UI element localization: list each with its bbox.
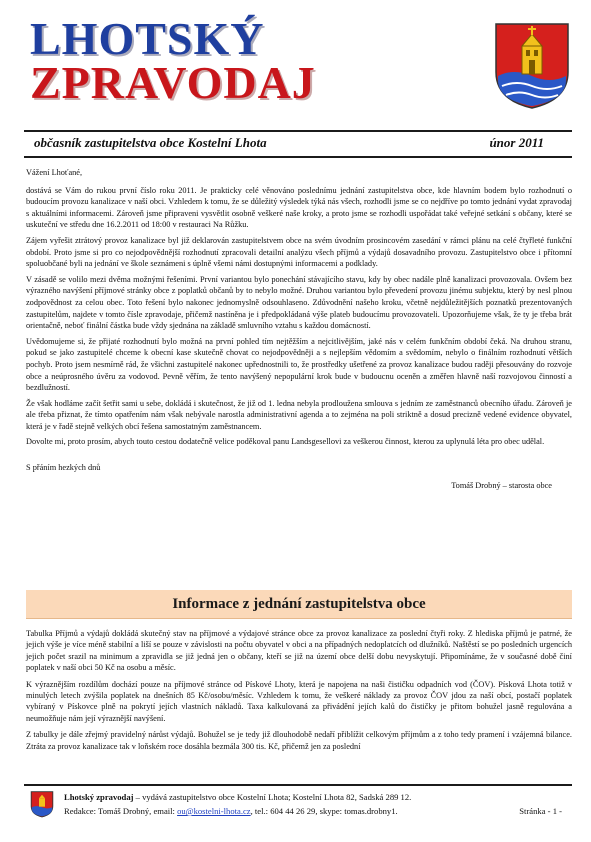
section-paragraph: K výraznějším rozdílům dochází pouze na příjmové stránce od Pískové Lhoty, která je napojena na naši čističku odpadních vod (ČOV). Písková Lhota totiž v minulých letech zvýšila poplatek na dnešních 85 Kč/osobu/měsíc. Vzhledem k tomu, že veškeré náklady za provoz ČOV jdou za naší obcí, postačí poplatek vybíraný v Pískovce plně na pokrytí jejích vlastních nákladů. Taxa kalkulovaná za přivádění jejích kalů do čističky je přitom bohužel jasně regulována a neumožňuje nám její výraznější navýšení. bbox=[26, 679, 572, 723]
coat-of-arms-icon bbox=[30, 790, 54, 818]
letter-paragraph: Zájem vyřešit ztrátový provoz kanalizace byl již deklarován zastupitelstvem obce na svém úvodním prosincovém zasedání v rámci plánu na celé čtyřleté funkční období. Proto jsme si pro co nejodpovědnější rozhodnutí zpracovali detailní analýzu všech příjmů a výdajů dosavadního provozu. Zastupitelstvo obce i přítomní spoluobčané byli na jednání ve škole seznámeni s úplně všemi námi dostupnými informacemi a podklady. bbox=[26, 235, 572, 269]
letter-paragraph: V zásadě se volilo mezi dvěma možnými řešeními. První variantou bylo ponechání stávajícího stavu, kdy by obec nadále plně kanalizaci provozovala. Ovšem bez výrazného navýšení příjmové stránky obce z poplatků občanů by to nebylo možné. Druhou variantou bylo převedení provozu jinému subjektu, který by nesl plnou zodpovědnost za celou obec. Toto řešení bylo nakonec jednomyslně odsouhlaseno. Zdůvodnění našeho kroku, včetně nejdůležitějších poznatků prezentovaných zastupitelům, najdete v tomto čísle zpravodaje, přičemž nastíněna je i předpokládaná výše plateb budoucímu provozovateli. Upozorňujeme však, že ty je třeba brát orientačně, neboť finální částka bude vždy sjednána na základě smluvního vztahu s každou domácností. bbox=[26, 274, 572, 331]
editorial-letter bbox=[26, 167, 572, 495]
section-paragraph: Tabulka Příjmů a výdajů dokládá skutečný stav na příjmové a výdajové stránce obce za provoz kanalizace za poslední čtyři roky. Z hlediska příjmů je patrné, že jejich výše je více méně stabilní a liší se pouze v závislosti na počtu obyvatel v obci a na případných nedoplatcích od dlužníků. Naštěstí se po posledních urgencích jejich počet srazil na minimum a zpravidla se již jedná jen o občany, kteří se již na území obce delší dobu nevyskytují. Připomínáme, že v současné době činí poplatek v naší obci 50 Kč na osobu a měsíc. bbox=[26, 629, 572, 673]
letter-paragraph: Dovolte mi, proto prosím, abych touto cestou dodatečně velice poděkoval panu Landsgesellovi za veškerou činnost, kterou za uplynulá léta pro obec udělal. bbox=[26, 437, 545, 447]
closing: S přáním hezkých dnů bbox=[26, 463, 101, 473]
footer-line2 bbox=[64, 806, 398, 816]
signature: Tomáš Drobný – starosta obce bbox=[451, 480, 552, 490]
letter-paragraph: Uvědomujeme si, že přijaté rozhodnutí bylo možná na první pohled tím nejtěžším a nejcitlivějším, jaké nás v celém funkčním období čeká. Na druhou stranu, pokud se jako zastupitelé chceme k obecní kase skutečně chovat co nejodpovědněji a s nejlepším vědomím a svědomím, nebylo o finálním rozhodnutí větších pochyb. Proto jsem nesmírně rád, že všichni zastupitelé nakonec upřednostnili to, že prostředky ušetřené za provoz kanalizace budou raději přesouvány do rozvoje obce a neúprosného úvěru za vodovod. Pevně věřím, že tento navýšený nepopulární krok bude v budoucnu oceněn a změřen hlavně naší rozvojovou činností a bezdlužností. bbox=[26, 336, 572, 393]
section-banner bbox=[26, 590, 572, 619]
letter-paragraph: dostává se Vám do rukou první číslo roku 2011. Je prakticky celé věnováno poslednímu jednání zastupitelstva obce, kde hlavním bodem bylo rozhodnutí o budoucím provozu kanalizace v naší obci. Vzhledem k tomu, že se důležitý výsledek týká nás všech, rozhodli jsme se co nejdříve po tomto jednání vydat zpravodaj s aktuálními informacemi. Zároveň jsme připraveni vysvětlit osobně veškeré naše kroky, a proto jsme se rozhodli uspořádat také veřejné setkání s občany, které se uskuteční ve středu dne 16.2.2011 od 18:00 v restauraci Na Růžku. bbox=[26, 185, 572, 230]
masthead-subline bbox=[24, 130, 572, 158]
masthead-title-line2: ZPRAVODAJ bbox=[30, 57, 316, 108]
masthead-title-line1: LHOTSKÝ bbox=[30, 13, 265, 64]
footer-contacts: , tel.: 604 44 26 29, skype: tomas.drobny1. bbox=[250, 806, 398, 816]
issue-date: únor 2011 bbox=[489, 135, 544, 150]
coat-of-arms-icon bbox=[492, 20, 572, 110]
section-heading: Informace z jednání zastupitelstva obce bbox=[172, 596, 426, 612]
page-number: Stránka - 1 - bbox=[519, 806, 562, 816]
masthead bbox=[24, 13, 572, 126]
section-paragraph: Z tabulky je dále zřejmý pravidelný nárůst výdajů. Bohužel se je tedy již dlouhodobě nedaří přiblížit celkovým příjmům a z toho tedy pramení i vzájemná bilance. Ztráta za provoz kanalizace tak v loňském roce dosáhla bezmála 300 tis. Kč, přičemž jen za poslední bbox=[26, 730, 572, 751]
email-link[interactable]: ou@kostelni-lhota.cz bbox=[177, 806, 251, 816]
footer-editor: Redakce: Tomáš Drobný, email: bbox=[64, 806, 178, 816]
footer-line1 bbox=[64, 792, 411, 802]
subtitle: občasník zastupitelstva obce Kostelní Lhota bbox=[34, 135, 267, 150]
footer-publication-name: Lhotský zpravodaj bbox=[64, 792, 134, 802]
footer bbox=[24, 784, 572, 826]
footer-publisher: – vydává zastupitelstvo obce Kostelní Lhota; Kostelní Lhota 82, Sadská 289 12. bbox=[133, 792, 412, 802]
letter-paragraph: Že však hodláme začít šetřit sami u sebe, dokládá i skutečnost, že již od 1. ledna nebyla prodloužena smlouva s jedním ze zaměstnanců obecního úřadu. Zároveň je ale třeba přiznat, že tímto opatřením nám však nebývale narostla administrativní agenda a to zejména na poli striktně a dosud precizně vedené evidence obyvatel, která je v řadě stejně velkých obcí řešena samostatným zaměstnancem. bbox=[26, 398, 572, 431]
greeting: Vážení Lhoťané, bbox=[26, 168, 83, 177]
section-body bbox=[26, 628, 572, 757]
